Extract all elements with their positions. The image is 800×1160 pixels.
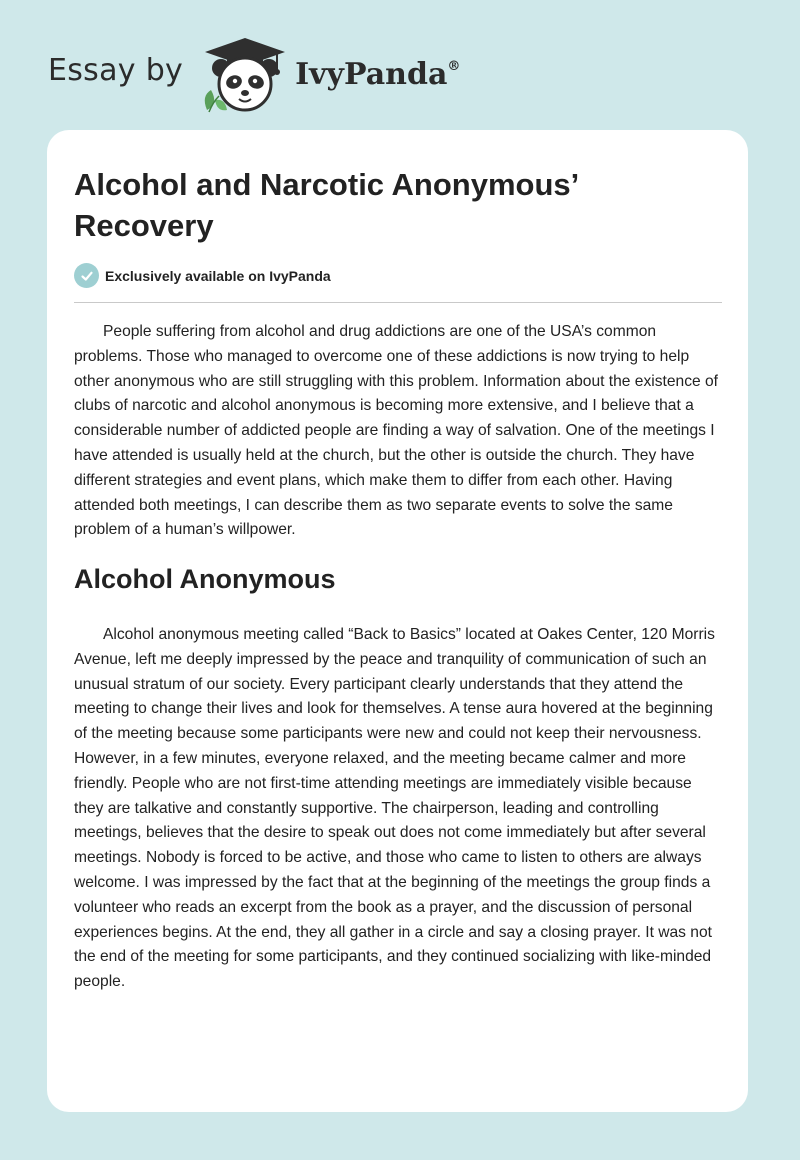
- site-header: [48, 28, 748, 118]
- panda-graduate-icon[interactable]: [197, 30, 289, 116]
- page-title: Alcohol and Narcotic Anonymous’ Recovery: [74, 167, 578, 243]
- exclusive-badge-label: Exclusively available on IvyPanda: [105, 267, 331, 284]
- exclusive-badge: [74, 263, 331, 288]
- section-heading: Alcohol Anonymous: [74, 564, 336, 594]
- essay-card: [47, 130, 748, 1112]
- brand-name[interactable]: IvyPanda®: [295, 56, 461, 92]
- intro-paragraph: People suffering from alcohol and drug addictions are one of the USA’s common problems. Those who managed to overcome one of these addictions is now trying to help other anonymous who are still struggling with this problem. Information about the existence of clubs of narcotic and alcohol anonymous is becoming more extensive, and I believe that a considerable number of addicted people are finding a way of salvation. One of the meetings I have attended is usually held at the church, but the other is outside the church. They have different strategies and event plans, which make them to differ from each other. Having attended both meetings, I can describe them as two separate events to solve the same problem of a human’s willpower.: [74, 323, 719, 539]
- body-paragraph: Alcohol anonymous meeting called “Back to Basics” located at Oakes Center, 120 Morris Avenue, left me deeply impressed by the peace and tranquility of communication of such an unusual stratum of our society. Every participant clearly understands that they attend the meeting to change their lives and look for themselves. A tense aura hovered at the beginning of the meeting because some participants were new and could not keep their nervousness. However, in a few minutes, everyone relaxed, and the meeting became calmer and more friendly. People who are not first-time attending meetings are immediately visible because they are talkative and constantly supportive. The chairperson, leading and controlling meetings, believes that the desire to speak out does not come immediately but after several meetings. Nobody is forced to be active, and those who came to listen to others are always welcome. I was impressed by the fact that at the beginning of the meetings the group finds a volunteer who reads an excerpt from the book as a prayer, and the discussion of personal experiences begins. At the end, they all gather in a circle and say a closing prayer. It was not the end of the meeting for some participants, and they continued socializing with like-minded people.: [74, 626, 715, 991]
- trademark-symbol: ®: [447, 58, 461, 74]
- check-circle-icon: [74, 263, 99, 288]
- title-divider: [74, 302, 722, 303]
- essay-by-label: Essay by: [48, 52, 184, 88]
